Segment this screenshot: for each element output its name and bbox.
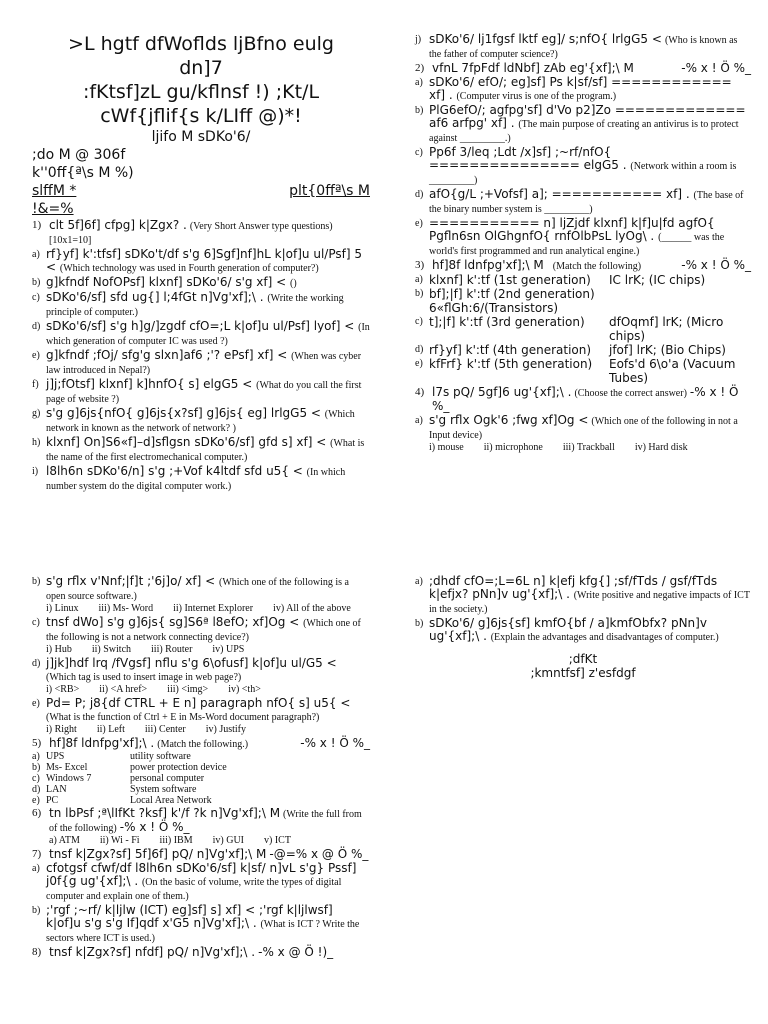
item-text-nepali: j]jk]hdf lrq /fVgsf] nflu s'g 6\ofusf] k|of]u ul/G5 <	[46, 656, 337, 670]
match-row	[415, 315, 751, 343]
question-2-items	[415, 76, 751, 258]
item-body	[46, 616, 370, 656]
item-letter: b)	[32, 277, 41, 288]
answer-option: i) Hub	[46, 644, 72, 655]
question-text-nepali: tnsf k|Zgx?sf] 5f]6f] pQ/ n]Vg'xf];\ M	[49, 847, 267, 861]
item-text-nepali: j]j;fOtsf] klxnf] k]hnfO{ s] elgG5 <	[46, 377, 257, 391]
sub-question	[415, 146, 751, 187]
item-body	[429, 104, 751, 145]
question-marks: -% x ! Ö %_	[432, 385, 739, 413]
pass-marks-value: !&=%	[32, 201, 74, 217]
match-letter: b)	[415, 288, 424, 299]
question-4-rest-items	[32, 575, 370, 736]
item-text-nepali: g]kfndf ;fOj/ sfg'g slxn]af6 ;'? ePsf] xf] <	[46, 348, 292, 362]
question-text-nepali: tnsf k|Zgx?sf] nfdf] pQ/ n]Vg'xf];\ .	[49, 945, 256, 959]
match-row	[415, 301, 751, 315]
match-letter: c)	[415, 316, 423, 327]
sub-question	[32, 320, 370, 348]
item-text-nepali: afO{g/L ;+Vofsf] a]; =========== xf] .	[429, 187, 694, 201]
good-luck-note: ;kmntfsf] z'esfdgf	[530, 666, 636, 680]
sub-question	[32, 616, 370, 656]
item-letter: g)	[32, 408, 41, 419]
item-text-english: (Who is known as the father of computer science?)	[429, 35, 738, 60]
question-8-items	[415, 575, 751, 644]
item-text-nepali: ;'rgf ;~rf/ k|ljlw (ICT) eg]sf] s] xf] < ;'rgf k|ljlwsf] k|of]u s'g s'g If]qdf x'G5 n]Vg'xf];\ .	[46, 903, 333, 930]
question-text-english: (Very Short Answer type questions) [10x1=10]	[49, 221, 333, 246]
answer-option: iv) <th>	[228, 684, 261, 695]
municipality-line: :fKtsf]zL gu/kflnsf !) ;Kt/L	[82, 81, 320, 103]
answer-option: ii) Left	[96, 724, 125, 735]
question-2	[415, 62, 751, 75]
exam-name: cWf{jflif{s k/LIff @)*!	[100, 105, 302, 127]
answer-option: ii) <A href>	[99, 684, 148, 695]
class-label: slffM *	[32, 183, 77, 199]
match-right: jfof] lrK; (Bio Chips)	[609, 343, 726, 357]
question-number: 3)	[415, 259, 425, 271]
question-text-english: (Write the full from of the following)	[49, 809, 362, 834]
item-letter: b)	[415, 618, 424, 629]
item-text-english: (Which one of the following in not a Input device)	[429, 416, 738, 441]
match-right: Eofs'd 6\o'a (Vacuum Tubes)	[609, 357, 736, 385]
item-body	[429, 76, 751, 103]
answer-option: iv) All of the above	[273, 603, 351, 614]
match-row	[415, 273, 751, 287]
item-text-english: (What do you call the first page of website ?)	[46, 380, 362, 405]
sub-question	[32, 904, 370, 945]
question-5-items	[32, 751, 370, 806]
item-letter: c)	[32, 617, 40, 628]
answer-option: iii) Router	[151, 644, 193, 655]
exam-time: ;do M @ 306f	[32, 147, 126, 163]
question-marks: -% x ! Ö %_	[119, 820, 190, 834]
item-text-english: (The base of the binary number system is _________)	[429, 190, 744, 215]
item-body	[429, 575, 751, 616]
sub-question	[32, 276, 370, 290]
answer-option: i) Right	[46, 724, 77, 735]
item-text-nepali: =========== n] ljZjdf klxnf] k|f]u|fd agfO{ Pgfln6sn OlGhgnfO{ rnfOlbPsL lyOg\ .	[429, 216, 715, 243]
item-text-nepali: klxnf] On]S6«f]–d]sflgsn sDKo'6/sf] gfd s] xf] <	[46, 435, 331, 449]
item-text-nepali: sDKo'6/sf] s'g h]g/]zgdf cfO=;L k|of]u ul/Psf] lyof] <	[46, 319, 359, 333]
item-body	[46, 349, 370, 377]
item-text-english: (Which network in known as the network of network? )	[46, 409, 355, 434]
answer-options	[46, 644, 370, 656]
item-text-english: (Computer virus is one of the program.)	[456, 91, 617, 102]
question-7	[32, 848, 370, 861]
sub-question	[32, 349, 370, 377]
answer-options	[46, 724, 370, 736]
sub-question	[32, 697, 370, 736]
question-5	[32, 737, 370, 751]
item-body	[46, 436, 370, 464]
item-body	[46, 657, 370, 696]
end-note: ;dfKt	[568, 652, 598, 666]
match-letter: d)	[32, 784, 41, 795]
school-location: dn]7	[179, 57, 223, 79]
question-number: 1)	[32, 219, 42, 231]
match-left: PC	[46, 795, 59, 806]
item-body	[46, 575, 370, 615]
item-body	[46, 407, 370, 435]
match-row	[32, 751, 370, 762]
item-text-nepali: tnsf dWo] s'g g]6js{ sg]S6ª l8efO; xf]Og <	[46, 615, 304, 629]
item-text-nepali: Pp6f 3/leq ;Ldt /x]sf] ;~rf/nfO{ =============== elgG5 .	[429, 145, 631, 172]
question-number: 5)	[32, 737, 42, 749]
item-text-nepali: l8lh6n sDKo'6/n] s'g ;+Vof k4ltdf sfd u5{ <	[46, 464, 307, 478]
question-number: 8)	[32, 946, 42, 958]
answer-option: iii) Ms- Word	[98, 603, 154, 614]
sub-question	[32, 248, 370, 275]
question-marks: -@=% x @ Ö %_	[269, 847, 369, 861]
match-letter	[415, 301, 429, 315]
item-text-english: (What is the name of the first electromechanical computer.)	[46, 438, 365, 463]
item-text-english: (The main purpose of creating an antivirus is to protect against _________.)	[429, 119, 739, 144]
item-text-english: (Network within a room is _________)	[429, 161, 737, 186]
question-marks: -% x ! Ö %_	[681, 258, 751, 272]
match-left: rf}yf] k':tf (4th generation)	[429, 343, 592, 357]
right-column-bottom	[415, 574, 751, 680]
item-text-nepali: sDKo'6/ efO/; eg]sf] Ps k|sf/sf] ============ xf] .	[429, 75, 732, 102]
school-name: >L hgtf dfWoflds ljBfno eulg	[68, 33, 334, 55]
item-text-nepali: ;dhdf cfO=;L=6L n] k|efj kfg{] ;sf/fTds / gsf/fTds k|efjx? pNn]v ug'{xf];\ .	[429, 574, 718, 601]
question-text-nepali: tn lbPsf ;ª\lIfKt ?ksf] k'/f ?k n]Vg'xf];\ M	[49, 806, 281, 820]
match-letter: a)	[415, 274, 423, 285]
item-body	[46, 378, 370, 406]
match-letter: e)	[415, 358, 423, 369]
item-text-nepali: g]kfndf NofOPsf] klxnf] sDKo'6/ s'g xf] <	[46, 275, 291, 289]
left-column-top	[32, 32, 370, 493]
answer-options	[46, 603, 370, 615]
item-letter: e)	[415, 218, 423, 229]
item-body	[46, 248, 370, 275]
answer-option: iv) Hard disk	[634, 442, 688, 453]
item-letter: e)	[32, 350, 40, 361]
item-body	[46, 465, 370, 493]
item-text-english: (Which technology was used in Fourth generation of computer?)	[59, 263, 319, 274]
sub-question	[32, 575, 370, 615]
question-8	[32, 946, 370, 959]
match-left: Ms- Excel	[46, 762, 88, 773]
question-text-nepali: hf]8f ldnfpg'xf];\ M	[432, 258, 544, 272]
item-body	[46, 320, 370, 348]
item-text-english: (Which one of the following is a open source software.)	[46, 577, 349, 602]
answer-option: ii) Internet Explorer	[173, 603, 254, 614]
answer-option: iv) Justify	[205, 724, 246, 735]
match-letter: b)	[32, 762, 41, 773]
sub-question	[32, 436, 370, 464]
short-form-item: iv) GUI	[212, 835, 244, 846]
question-7-items	[32, 862, 370, 945]
item-text-english: (Explain the advantages and disadvantages of computer.)	[490, 632, 719, 643]
match-letter: c)	[32, 773, 40, 784]
sub-question	[415, 575, 751, 616]
item-text-nepali: sDKo'6/sf] sfd ug{] l;4fGt n]Vg'xf];\ .	[46, 290, 268, 304]
sub-question	[415, 188, 751, 216]
question-text-english: (Match the following.)	[157, 739, 249, 750]
item-letter: b)	[32, 905, 41, 916]
match-left: klxnf] k':tf (1st generation)	[429, 273, 591, 287]
question-marks: -% x ! Ö %_	[300, 736, 370, 750]
question-number: 6)	[32, 807, 42, 819]
question-number: 7)	[32, 848, 42, 860]
match-row	[415, 357, 751, 385]
answer-option: iii) Trackball	[562, 442, 615, 453]
question-number: 2)	[415, 62, 425, 74]
item-text-english: (Write positive and negative impacts of ICT in the society.)	[429, 590, 750, 615]
item-text-english: (In which number system do the digital computer work.)	[46, 467, 346, 492]
short-form-item: iii) IBM	[159, 835, 193, 846]
answer-option: i) Linux	[46, 603, 79, 614]
item-text-english: (Which tag is used to insert image in web page?)	[46, 672, 242, 683]
item-letter: c)	[32, 292, 40, 303]
question-text-english: (Choose the correct answer)	[574, 388, 687, 399]
item-letter: a)	[415, 77, 423, 88]
short-form-list	[49, 835, 370, 847]
item-letter: c)	[415, 147, 423, 158]
sub-question	[32, 407, 370, 435]
match-row	[415, 287, 751, 301]
item-letter: b)	[32, 576, 41, 587]
match-left: 6«flGh:6/(Transistors)	[429, 301, 559, 315]
item-text-english: (What is the function of Ctrl + E in Ms-Word document paragraph?)	[46, 712, 320, 723]
item-text-nepali: s'g rflx v'Nnf;|f]t ;'6j]o/ xf] <	[46, 574, 219, 588]
match-right: IC lrK; (IC chips)	[609, 273, 706, 287]
match-left: UPS	[46, 751, 65, 762]
item-letter: d)	[415, 189, 424, 200]
question-marks: -% x ! Ö %_	[681, 61, 751, 75]
match-letter: d)	[415, 344, 424, 355]
answer-option: ii) Switch	[91, 644, 132, 655]
pass-marks-label: plt{0ffª\s M	[289, 183, 370, 199]
item-body	[46, 904, 370, 945]
match-right: utility software	[130, 751, 191, 762]
match-right	[609, 287, 751, 301]
item-text-nepali: PlG6efO/; agfpg'sf] d'Vo p2]Zo ============= af6 arfpg' xf] .	[429, 103, 746, 130]
sub-question	[32, 465, 370, 493]
item-text-english: (When was cyber law introduced in Nepal?)	[46, 351, 362, 376]
subject: ljifo M sDKo'6/	[151, 129, 251, 145]
match-left: Windows 7	[46, 773, 92, 784]
match-letter: e)	[32, 795, 40, 806]
answer-option: i) <RB>	[46, 684, 80, 695]
match-row	[32, 762, 370, 773]
match-row	[32, 795, 370, 806]
short-form-item: a) ATM	[49, 835, 80, 846]
question-1	[32, 219, 370, 247]
item-body	[429, 217, 751, 258]
match-left: LAN	[46, 784, 67, 795]
sub-question	[415, 104, 751, 145]
sub-question	[32, 657, 370, 696]
item-letter: j)	[415, 34, 422, 45]
item-body	[429, 617, 751, 644]
match-right: power protection device	[130, 762, 227, 773]
item-body	[429, 188, 751, 216]
question-1-items	[32, 248, 370, 493]
answer-options	[46, 684, 370, 696]
match-left: bf];|f] k':tf (2nd generation)	[429, 287, 595, 301]
item-body	[46, 276, 370, 290]
match-right: System software	[130, 784, 197, 795]
sub-question	[32, 862, 370, 903]
class-pass-row	[32, 182, 370, 200]
right-column-top	[415, 32, 751, 454]
question-4	[415, 386, 751, 413]
item-letter: a)	[32, 863, 40, 874]
question-4-item-a	[415, 414, 751, 454]
short-form-item: ii) Wi - Fi	[99, 835, 140, 846]
item-letter: f)	[32, 379, 39, 390]
item-body	[46, 862, 370, 903]
match-row	[32, 773, 370, 784]
question-3-items	[415, 273, 751, 385]
match-right	[609, 301, 751, 315]
sub-question	[32, 378, 370, 406]
item-body	[429, 146, 751, 187]
item-text-english: (Which one of the following is not a network connecting device?)	[46, 618, 361, 643]
question-number: 4)	[415, 386, 425, 398]
item-letter: a)	[32, 249, 40, 260]
question-text-english: (Match the following)	[552, 261, 642, 272]
item-letter: b)	[415, 105, 424, 116]
sub-question	[415, 617, 751, 644]
item-text-english: ()	[290, 278, 297, 289]
full-marks: k''0ff{ª\s M %)	[32, 165, 134, 181]
item-letter: i)	[32, 466, 39, 477]
match-left: kfFrf} k':tf (5th generation)	[429, 357, 593, 371]
sub-question	[415, 217, 751, 258]
item-letter: a)	[415, 415, 423, 426]
item-body	[46, 291, 370, 319]
answer-option: iii) <img>	[167, 684, 209, 695]
item-text-nepali: s'g g]6js{nfO{ g]6js{x?sf] g]6js{ eg] lrlgG5 <	[46, 406, 325, 420]
sub-question	[32, 291, 370, 319]
match-right: personal computer	[130, 773, 205, 784]
match-row	[32, 784, 370, 795]
answer-option: i) mouse	[429, 442, 464, 453]
item-text-english: (______ was the world's first programmed and run analytical engine.)	[429, 232, 725, 257]
item-text-nepali: sDKo'6/ g]6js{sf] kmfO{bf / a]kmfObfx? pNn]v ug'{xf];\ .	[429, 616, 707, 643]
item-text-nepali: sDKo'6/ lj1fgsf lktf eg]/ s;nfO{ lrlgG5 <	[429, 32, 662, 46]
item-text-english: (Write the working principle of computer.)	[46, 293, 344, 318]
answer-option: ii) microphone	[483, 442, 543, 453]
question-text-nepali: hf]8f ldnfpg'xf];\ .	[49, 736, 155, 750]
item-body	[46, 697, 370, 736]
question-3	[415, 259, 751, 273]
sub-question	[415, 76, 751, 103]
item-letter: e)	[32, 698, 40, 709]
answer-option: iv) UPS	[212, 644, 245, 655]
item-letter: h)	[32, 437, 41, 448]
answer-option: iii) Center	[144, 724, 186, 735]
item-letter: d)	[32, 658, 41, 669]
item-letter: d)	[32, 321, 41, 332]
question-1-item-j	[415, 33, 751, 61]
short-form-item: v) ICT	[264, 835, 291, 846]
item-text-nepali: Pd= P; j8{df CTRL + E n] paragraph nfO{ s] u5{ <	[46, 696, 351, 710]
item-text-nepali: rf}yf] k':tfsf] sDKo't/df s'g 6]Sgf]nf]hL k|of]u ul/Psf] 5 <	[46, 247, 362, 274]
item-text-english: (In which generation of computer IC was used ?)	[46, 322, 370, 347]
match-letter: a)	[32, 751, 40, 762]
match-right: dfOqmf] lrK; (Micro chips)	[609, 315, 724, 343]
item-text-english: (What is ICT ? Write the sectors where ICT is used.)	[46, 919, 360, 944]
exam-header	[32, 32, 370, 146]
question-text-nepali: vfnL 7fpFdf ldNbf] zAb eg'{xf];\ M	[432, 61, 634, 75]
question-6	[32, 807, 370, 847]
match-left: t];|f] k':tf (3rd generation)	[429, 315, 585, 329]
item-letter: a)	[415, 576, 423, 587]
item-text-nepali: cfotgsf cfwf/df l8lh6n sDKo'6/sf] k|sf/ n]vL s'g} Pssf] j0f{g ug'{xf];\ .	[46, 861, 357, 888]
item-text-english: (On the basic of volume, write the types of digital computer and explain one of them.)	[46, 877, 342, 902]
match-right: Local Area Network	[130, 795, 212, 806]
answer-options	[429, 442, 751, 454]
question-marks: -% x @ Ö !)_	[258, 945, 334, 959]
left-column-bottom	[32, 574, 370, 959]
match-row	[415, 343, 751, 357]
item-text-nepali: s'g rflx Ogk'6 ;fwg xf]Og <	[429, 413, 589, 427]
question-text-nepali: clt 5f]6f] cfpg] k|Zgx? .	[49, 218, 187, 232]
question-text-nepali: l7s pQ/ 5gf]6 ug'{xf];\ .	[432, 385, 572, 399]
